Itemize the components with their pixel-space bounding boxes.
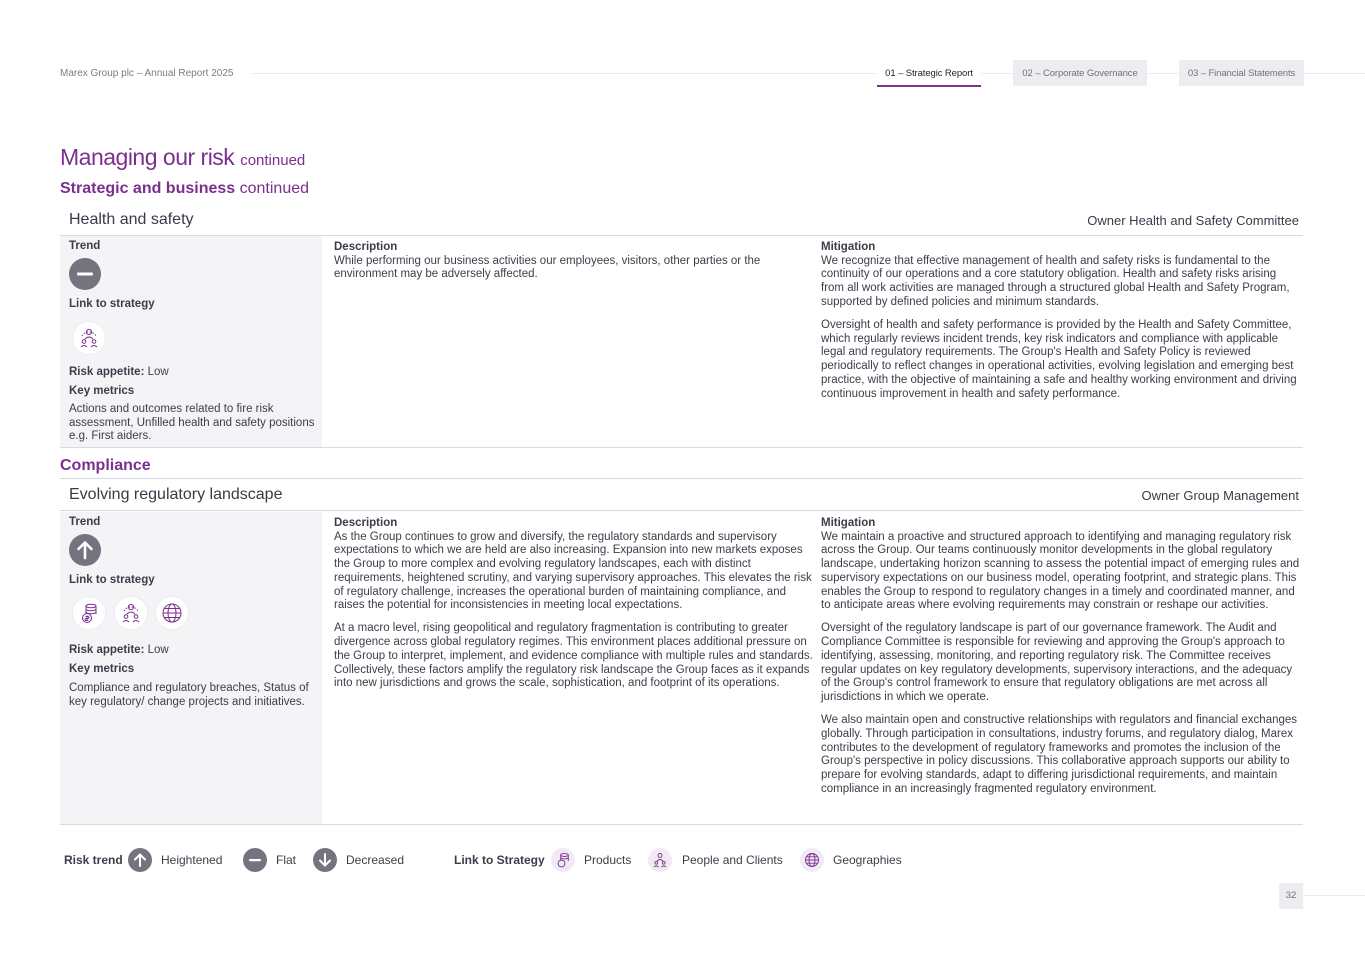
mitigation-paragraph: Oversight of the regulatory landscape is part of our governance framework. The Audit and Compliance Committee is responsible for reviewing and approving the Group's approach to identifying, assessing, monitoring, and reporting regulatory risk. The Committee receives regular updates on key regulatory developments, supervisory interactions, and the adequacy of the Group's control framework to ensure that regulatory obligations are met across all jurisdictions in which we operate.	[821, 622, 1293, 703]
risk-header-evolving-regulatory-landscape	[60, 478, 1303, 511]
page-title	[60, 144, 305, 171]
trend-label: Trend	[69, 240, 101, 252]
mitigation-paragraph: We maintain a proactive and structured approach to identifying and managing regulatory risk across the Group. Our teams continuously monitor developments in the global regulatory landscape, undertaking horizon scanning to assess the potential impact of emerging rules and supervisory expectations on our business model, operating footprint, and strategic plans. This enables the Group to respond to regulatory changes in a timely and coordinated manner, and to anticipate areas where evolving requirements may constrain or reshape our activities.	[821, 530, 1300, 612]
risk-appetite	[69, 366, 169, 378]
tab-corporate-governance[interactable]: 02 – Corporate Governance	[1013, 60, 1147, 86]
decreased-icon	[313, 848, 337, 872]
description-label: Description	[334, 517, 398, 529]
risk-owner: Owner Health and Safety Committee	[1087, 213, 1299, 228]
flat-icon	[243, 848, 267, 872]
link-to-strategy-label: Link to strategy	[69, 574, 155, 586]
tab-strategic-report[interactable]: 01 – Strategic Report	[877, 60, 981, 87]
risk-appetite-label: Risk appetite:	[69, 366, 145, 378]
key-metrics-label: Key metrics	[69, 663, 135, 675]
products-icon	[72, 596, 106, 630]
risk-summary-panel	[60, 512, 322, 824]
section-title-strategic-main: Strategic and business	[60, 180, 236, 197]
trend-label: Trend	[69, 516, 101, 528]
mitigation-paragraph: Oversight of health and safety performance is provided by the Health and Safety Committee, which regularly reviews incident trends, key risk indicators and compliance with applicable legal and regulatory requirements. The Group's Health and Safety Policy is reviewed periodically to reflect changes in operational activities, evolving legislation and emerging best practice, with the objective of maintaining a safe and healthy working environment and driving continuous improvement in health and safety performance.	[821, 319, 1297, 400]
legend-heightened-label: Heightened	[161, 853, 223, 867]
section-title-strategic-suffix: continued	[239, 180, 310, 197]
mitigation-paragraph: We also maintain open and constructive relationships with regulators and financial exchanges globally. Through participation in consultations, industry forums, and regulatory dialog, Marex contributes to the development of regulatory frameworks and promotes the inclusion of the Group's perspective in policy discussions. This collaborative approach supports our ability to prepare for evolving standards, adapt to differing jurisdictional requirements, and maintain compliance in an increasingly fragmented regulatory environment.	[821, 714, 1298, 795]
description-paragraph: While performing our business activities our employees, visitors, other parties or the environment may be adversely affected.	[334, 254, 761, 281]
people-and-clients-icon	[648, 848, 672, 872]
mitigation-paragraph: We recognize that effective management of health and safety risks is fundamental to the continuity of our operations and a core statutory obligation. Health and safety risks arising from all work activities are managed through a structured global Health and Safety Program, supported by defined policies and minimum standards.	[821, 254, 1290, 308]
legend-strategy-label: Link to Strategy	[454, 853, 545, 867]
geographies-icon	[155, 596, 189, 630]
risk-row-evolving-regulatory-landscape	[60, 512, 1303, 825]
risk-summary-panel	[60, 236, 322, 447]
tab-financial-statements[interactable]: 03 – Financial Statements	[1179, 60, 1304, 86]
people-and-clients-icon	[114, 596, 148, 630]
risk-name: Evolving regulatory landscape	[69, 486, 283, 503]
mitigation-column	[821, 241, 1301, 411]
legend-products-label: Products	[584, 853, 632, 867]
legend-decreased-label: Decreased	[346, 853, 405, 867]
description-column	[334, 241, 814, 292]
geographies-icon	[800, 848, 824, 872]
page-number: 32	[1279, 883, 1303, 909]
products-icon	[551, 848, 575, 872]
risk-appetite-label: Risk appetite:	[69, 644, 145, 656]
description-column	[334, 517, 814, 700]
description-paragraph: As the Group continues to grow and diversify, the regulatory standards and supervisory expectations to which we are held are also increasing. Expansion into new markets exposes the Group to more complex and evolving regulatory landscapes, each with distinct requirements, heightened scrutiny, and varying supervisory approaches. This elevates the risk of regulatory challenge, increases the operational burden of maintaining compliance, and raises the potential for inconsistencies in meeting local expectations.	[334, 530, 812, 612]
legend-risk-trend-label: Risk trend	[64, 853, 123, 867]
section-title-compliance: Compliance	[60, 457, 151, 474]
risk-owner: Owner Group Management	[1141, 488, 1299, 503]
link-to-strategy-label: Link to strategy	[69, 298, 155, 310]
risk-row-health-and-safety	[60, 236, 1303, 448]
report-title: Marex Group plc – Annual Report 2025	[60, 68, 234, 79]
section-title-strategic	[60, 180, 309, 198]
page-title-main: Managing our risk	[60, 144, 235, 170]
key-metrics-text: Actions and outcomes related to fire risk assessment, Unfilled health and safety positions e.g. First aiders.	[69, 403, 315, 443]
page-title-suffix: continued	[240, 152, 306, 169]
key-metrics-label: Key metrics	[69, 385, 135, 397]
risk-appetite-value: Low	[147, 644, 169, 656]
legend-people-and-clients-label: People and Clients	[682, 853, 783, 867]
key-metrics-text: Compliance and regulatory breaches, Status of key regulatory/ change projects and initiatives.	[69, 682, 309, 708]
description-label: Description	[334, 241, 398, 253]
risk-appetite	[69, 644, 169, 656]
mitigation-column	[821, 517, 1301, 806]
footer-rule	[1303, 895, 1365, 896]
flat-icon	[69, 258, 101, 290]
description-paragraph: At a macro level, rising geopolitical and regulatory fragmentation is contributing to greater divergence across global regulatory regimes. This environment places additional pressure on the Group to interpret, implement, and evidence compliance with multiple rules and standards. Collectively, these factors amplify the regulatory risk landscape the Group faces as it expands into new jurisdictions and grows the scale, sophistication, and footprint of its operations.	[334, 622, 813, 690]
risk-appetite-value: Low	[147, 366, 169, 378]
legend-flat-label: Flat	[276, 853, 297, 867]
mitigation-label: Mitigation	[821, 517, 876, 529]
risk-name: Health and safety	[69, 211, 194, 228]
people-and-clients-icon	[72, 321, 106, 355]
risk-header-health-and-safety	[60, 204, 1303, 236]
heightened-icon	[128, 848, 152, 872]
legend-geographies-label: Geographies	[833, 853, 902, 867]
mitigation-label: Mitigation	[821, 241, 876, 253]
heightened-icon	[69, 534, 101, 566]
